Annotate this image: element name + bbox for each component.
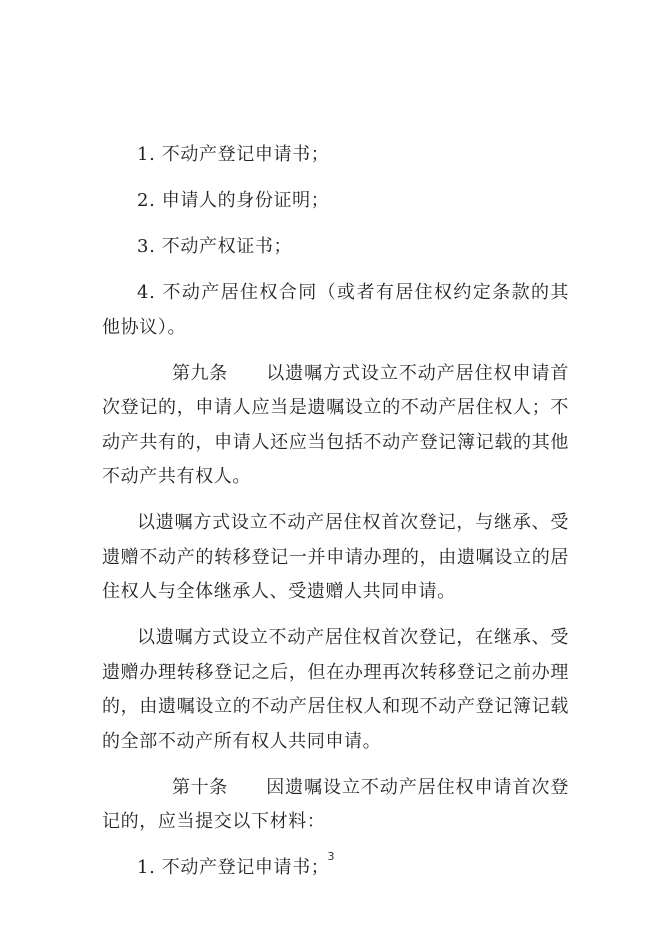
paragraph [102, 506, 569, 610]
list-item [102, 276, 569, 345]
paragraph-text: 1. 不动产登记申请书； [137, 144, 330, 165]
paragraph-text: 2. 申请人的身份证明； [137, 190, 330, 211]
list-item [102, 230, 569, 265]
page-number: 3 [327, 850, 335, 863]
paragraph-text: 4. 不动产居住权合同（或者有居住权约定条款的其他协议）。 [102, 282, 569, 338]
list-item [102, 138, 569, 173]
paragraph-text: 以遗嘱方式设立不动产居住权申请首次登记的，申请人应当是遗嘱设立的不动产居住权人；不动产共有的，申请人还应当包括不动产登记簿记载的其他不动产共有权人。 [102, 362, 569, 487]
list-item [102, 184, 569, 219]
article-label: 第十条 [172, 776, 228, 798]
paragraph-text: 因遗嘱设立不动产居住权申请首次登记的，应当提交以下材料： [102, 776, 569, 832]
article-label: 第九条 [172, 362, 228, 384]
paragraph-text: 以遗嘱方式设立不动产居住权首次登记，在继承、受遗赠办理转移登记之后，但在办理再次转移登记之前办理的，由遗嘱设立的不动产居住权人和现不动产登记簿记载的全部不动产所有权人共同申请。 [102, 627, 569, 752]
paragraph-text: 1. 不动产登记申请书； [137, 857, 330, 878]
article-9 [102, 357, 569, 495]
paragraph-text: 以遗嘱方式设立不动产居住权首次登记，与继承、受遗赠不动产的转移登记一并申请办理的，由遗嘱设立的居住权人与全体继承人、受遗赠人共同申请。 [102, 512, 569, 602]
document-body [102, 138, 569, 897]
article-10 [102, 771, 569, 840]
paragraph [102, 621, 569, 759]
paragraph-text: 3. 不动产权证书； [137, 236, 293, 257]
